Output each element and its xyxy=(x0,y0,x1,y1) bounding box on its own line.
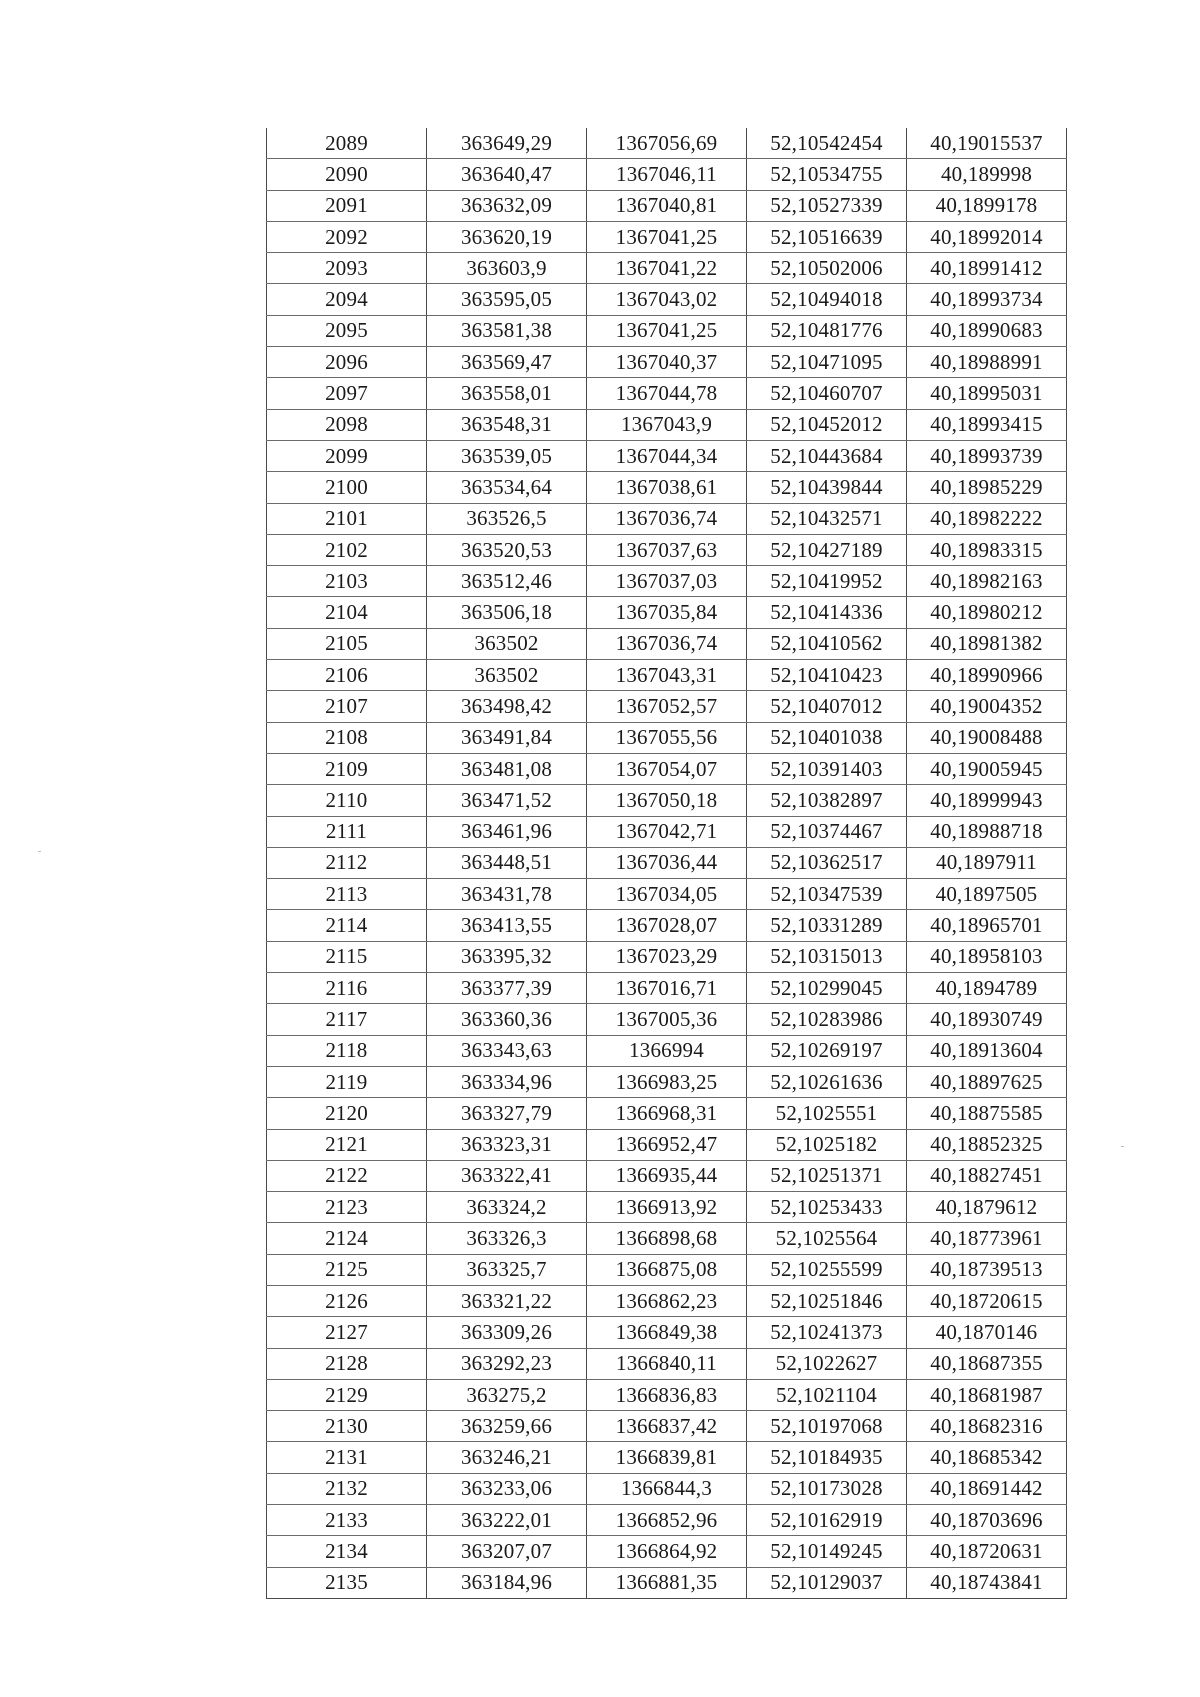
table-row xyxy=(267,534,1067,565)
table-row xyxy=(267,1004,1067,1035)
point-number-cell: 2129 xyxy=(267,1379,427,1410)
x-coordinate-cell: 363620,19 xyxy=(427,221,587,252)
x-coordinate-cell: 363569,47 xyxy=(427,347,587,378)
table-row xyxy=(267,128,1067,159)
table-row xyxy=(267,879,1067,910)
table-row xyxy=(267,1066,1067,1097)
table-row xyxy=(267,1411,1067,1442)
longitude-cell: 40,18720631 xyxy=(907,1536,1067,1567)
longitude-cell: 40,18982222 xyxy=(907,503,1067,534)
latitude-cell: 52,10452012 xyxy=(747,409,907,440)
y-coordinate-cell: 1367046,11 xyxy=(587,159,747,190)
point-number-cell: 2091 xyxy=(267,190,427,221)
latitude-cell: 52,10173028 xyxy=(747,1473,907,1504)
latitude-cell: 52,10255599 xyxy=(747,1254,907,1285)
y-coordinate-cell: 1367034,05 xyxy=(587,879,747,910)
y-coordinate-cell: 1367043,9 xyxy=(587,409,747,440)
point-number-cell: 2113 xyxy=(267,879,427,910)
y-coordinate-cell: 1367016,71 xyxy=(587,973,747,1004)
longitude-cell: 40,1879612 xyxy=(907,1192,1067,1223)
longitude-cell: 40,18965701 xyxy=(907,910,1067,941)
longitude-cell: 40,1870146 xyxy=(907,1317,1067,1348)
latitude-cell: 52,1025551 xyxy=(747,1098,907,1129)
x-coordinate-cell: 363334,96 xyxy=(427,1066,587,1097)
latitude-cell: 52,10407012 xyxy=(747,691,907,722)
x-coordinate-cell: 363461,96 xyxy=(427,816,587,847)
longitude-cell: 40,18999943 xyxy=(907,785,1067,816)
point-number-cell: 2108 xyxy=(267,722,427,753)
longitude-cell: 40,18827451 xyxy=(907,1160,1067,1191)
x-coordinate-cell: 363448,51 xyxy=(427,847,587,878)
table-row xyxy=(267,315,1067,346)
x-coordinate-cell: 363377,39 xyxy=(427,973,587,1004)
y-coordinate-cell: 1367036,44 xyxy=(587,847,747,878)
point-number-cell: 2117 xyxy=(267,1004,427,1035)
table-row xyxy=(267,847,1067,878)
point-number-cell: 2107 xyxy=(267,691,427,722)
x-coordinate-cell: 363558,01 xyxy=(427,378,587,409)
table-row xyxy=(267,409,1067,440)
y-coordinate-cell: 1367038,61 xyxy=(587,472,747,503)
latitude-cell: 52,10391403 xyxy=(747,753,907,784)
table-row xyxy=(267,1160,1067,1191)
y-coordinate-cell: 1366898,68 xyxy=(587,1223,747,1254)
x-coordinate-cell: 363498,42 xyxy=(427,691,587,722)
y-coordinate-cell: 1367055,56 xyxy=(587,722,747,753)
table-row xyxy=(267,660,1067,691)
latitude-cell: 52,10197068 xyxy=(747,1411,907,1442)
x-coordinate-cell: 363649,29 xyxy=(427,128,587,159)
point-number-cell: 2131 xyxy=(267,1442,427,1473)
longitude-cell: 40,1897911 xyxy=(907,847,1067,878)
longitude-cell: 40,19004352 xyxy=(907,691,1067,722)
table-row xyxy=(267,691,1067,722)
table-row xyxy=(267,221,1067,252)
longitude-cell: 40,18993415 xyxy=(907,409,1067,440)
point-number-cell: 2095 xyxy=(267,315,427,346)
y-coordinate-cell: 1366837,42 xyxy=(587,1411,747,1442)
longitude-cell: 40,19005945 xyxy=(907,753,1067,784)
y-coordinate-cell: 1367041,25 xyxy=(587,221,747,252)
point-number-cell: 2134 xyxy=(267,1536,427,1567)
table-row xyxy=(267,1567,1067,1598)
point-number-cell: 2110 xyxy=(267,785,427,816)
point-number-cell: 2089 xyxy=(267,128,427,159)
y-coordinate-cell: 1367036,74 xyxy=(587,503,747,534)
point-number-cell: 2120 xyxy=(267,1098,427,1129)
y-coordinate-cell: 1366994 xyxy=(587,1035,747,1066)
point-number-cell: 2090 xyxy=(267,159,427,190)
y-coordinate-cell: 1366839,81 xyxy=(587,1442,747,1473)
y-coordinate-cell: 1366881,35 xyxy=(587,1567,747,1598)
point-number-cell: 2127 xyxy=(267,1317,427,1348)
point-number-cell: 2114 xyxy=(267,910,427,941)
latitude-cell: 52,10241373 xyxy=(747,1317,907,1348)
y-coordinate-cell: 1366862,23 xyxy=(587,1285,747,1316)
y-coordinate-cell: 1367050,18 xyxy=(587,785,747,816)
table-row xyxy=(267,190,1067,221)
point-number-cell: 2092 xyxy=(267,221,427,252)
point-number-cell: 2116 xyxy=(267,973,427,1004)
table-row xyxy=(267,597,1067,628)
longitude-cell: 40,1899178 xyxy=(907,190,1067,221)
x-coordinate-cell: 363471,52 xyxy=(427,785,587,816)
y-coordinate-cell: 1367054,07 xyxy=(587,753,747,784)
longitude-cell: 40,18993734 xyxy=(907,284,1067,315)
x-coordinate-cell: 363595,05 xyxy=(427,284,587,315)
table-row xyxy=(267,1223,1067,1254)
point-number-cell: 2109 xyxy=(267,753,427,784)
longitude-cell: 40,18681987 xyxy=(907,1379,1067,1410)
x-coordinate-cell: 363259,66 xyxy=(427,1411,587,1442)
longitude-cell: 40,18897625 xyxy=(907,1066,1067,1097)
latitude-cell: 52,10382897 xyxy=(747,785,907,816)
point-number-cell: 2106 xyxy=(267,660,427,691)
latitude-cell: 52,10283986 xyxy=(747,1004,907,1035)
longitude-cell: 40,18958103 xyxy=(907,941,1067,972)
point-number-cell: 2122 xyxy=(267,1160,427,1191)
scan-speck xyxy=(38,851,41,852)
x-coordinate-cell: 363534,64 xyxy=(427,472,587,503)
longitude-cell: 40,18875585 xyxy=(907,1098,1067,1129)
longitude-cell: 40,18691442 xyxy=(907,1473,1067,1504)
table-row xyxy=(267,347,1067,378)
x-coordinate-cell: 363395,32 xyxy=(427,941,587,972)
table-row xyxy=(267,284,1067,315)
latitude-cell: 52,10251371 xyxy=(747,1160,907,1191)
table-row xyxy=(267,1285,1067,1316)
y-coordinate-cell: 1366852,96 xyxy=(587,1505,747,1536)
table-row xyxy=(267,1505,1067,1536)
table-row xyxy=(267,1035,1067,1066)
latitude-cell: 52,10471095 xyxy=(747,347,907,378)
longitude-cell: 40,18991412 xyxy=(907,253,1067,284)
x-coordinate-cell: 363502 xyxy=(427,628,587,659)
y-coordinate-cell: 1367043,02 xyxy=(587,284,747,315)
x-coordinate-cell: 363309,26 xyxy=(427,1317,587,1348)
latitude-cell: 52,10460707 xyxy=(747,378,907,409)
y-coordinate-cell: 1366983,25 xyxy=(587,1066,747,1097)
longitude-cell: 40,18739513 xyxy=(907,1254,1067,1285)
x-coordinate-cell: 363481,08 xyxy=(427,753,587,784)
latitude-cell: 52,10534755 xyxy=(747,159,907,190)
x-coordinate-cell: 363640,47 xyxy=(427,159,587,190)
latitude-cell: 52,10502006 xyxy=(747,253,907,284)
x-coordinate-cell: 363539,05 xyxy=(427,440,587,471)
x-coordinate-cell: 363491,84 xyxy=(427,722,587,753)
latitude-cell: 52,10401038 xyxy=(747,722,907,753)
y-coordinate-cell: 1367056,69 xyxy=(587,128,747,159)
longitude-cell: 40,18988718 xyxy=(907,816,1067,847)
table-row xyxy=(267,753,1067,784)
latitude-cell: 52,10184935 xyxy=(747,1442,907,1473)
x-coordinate-cell: 363324,2 xyxy=(427,1192,587,1223)
latitude-cell: 52,10347539 xyxy=(747,879,907,910)
y-coordinate-cell: 1367041,25 xyxy=(587,315,747,346)
x-coordinate-cell: 363275,2 xyxy=(427,1379,587,1410)
latitude-cell: 52,10432571 xyxy=(747,503,907,534)
longitude-cell: 40,18852325 xyxy=(907,1129,1067,1160)
point-number-cell: 2135 xyxy=(267,1567,427,1598)
table-row xyxy=(267,1348,1067,1379)
table-row xyxy=(267,722,1067,753)
point-number-cell: 2128 xyxy=(267,1348,427,1379)
table-row xyxy=(267,1192,1067,1223)
table-row xyxy=(267,440,1067,471)
y-coordinate-cell: 1367042,71 xyxy=(587,816,747,847)
latitude-cell: 52,10481776 xyxy=(747,315,907,346)
table-row xyxy=(267,253,1067,284)
longitude-cell: 40,18980212 xyxy=(907,597,1067,628)
latitude-cell: 52,10439844 xyxy=(747,472,907,503)
latitude-cell: 52,10427189 xyxy=(747,534,907,565)
coordinates-table-wrapper xyxy=(266,128,1066,1599)
x-coordinate-cell: 363323,31 xyxy=(427,1129,587,1160)
table-row xyxy=(267,503,1067,534)
table-row xyxy=(267,1129,1067,1160)
longitude-cell: 40,189998 xyxy=(907,159,1067,190)
y-coordinate-cell: 1367035,84 xyxy=(587,597,747,628)
longitude-cell: 40,18992014 xyxy=(907,221,1067,252)
latitude-cell: 52,10269197 xyxy=(747,1035,907,1066)
y-coordinate-cell: 1367052,57 xyxy=(587,691,747,722)
point-number-cell: 2123 xyxy=(267,1192,427,1223)
point-number-cell: 2103 xyxy=(267,566,427,597)
longitude-cell: 40,1894789 xyxy=(907,973,1067,1004)
table-row xyxy=(267,1536,1067,1567)
longitude-cell: 40,18687355 xyxy=(907,1348,1067,1379)
longitude-cell: 40,18990966 xyxy=(907,660,1067,691)
latitude-cell: 52,10362517 xyxy=(747,847,907,878)
table-row xyxy=(267,941,1067,972)
longitude-cell: 40,18982163 xyxy=(907,566,1067,597)
y-coordinate-cell: 1367044,34 xyxy=(587,440,747,471)
longitude-cell: 40,18988991 xyxy=(907,347,1067,378)
point-number-cell: 2133 xyxy=(267,1505,427,1536)
longitude-cell: 40,18930749 xyxy=(907,1004,1067,1035)
point-number-cell: 2111 xyxy=(267,816,427,847)
x-coordinate-cell: 363327,79 xyxy=(427,1098,587,1129)
y-coordinate-cell: 1367040,81 xyxy=(587,190,747,221)
latitude-cell: 52,10374467 xyxy=(747,816,907,847)
point-number-cell: 2105 xyxy=(267,628,427,659)
x-coordinate-cell: 363603,9 xyxy=(427,253,587,284)
longitude-cell: 40,18685342 xyxy=(907,1442,1067,1473)
latitude-cell: 52,10149245 xyxy=(747,1536,907,1567)
latitude-cell: 52,10410423 xyxy=(747,660,907,691)
table-row xyxy=(267,628,1067,659)
longitude-cell: 40,18993739 xyxy=(907,440,1067,471)
point-number-cell: 2100 xyxy=(267,472,427,503)
x-coordinate-cell: 363207,07 xyxy=(427,1536,587,1567)
point-number-cell: 2115 xyxy=(267,941,427,972)
x-coordinate-cell: 363184,96 xyxy=(427,1567,587,1598)
y-coordinate-cell: 1366935,44 xyxy=(587,1160,747,1191)
latitude-cell: 52,10315013 xyxy=(747,941,907,972)
point-number-cell: 2121 xyxy=(267,1129,427,1160)
latitude-cell: 52,1025564 xyxy=(747,1223,907,1254)
y-coordinate-cell: 1366864,92 xyxy=(587,1536,747,1567)
x-coordinate-cell: 363520,53 xyxy=(427,534,587,565)
latitude-cell: 52,10162919 xyxy=(747,1505,907,1536)
y-coordinate-cell: 1367023,29 xyxy=(587,941,747,972)
x-coordinate-cell: 363326,3 xyxy=(427,1223,587,1254)
x-coordinate-cell: 363632,09 xyxy=(427,190,587,221)
point-number-cell: 2125 xyxy=(267,1254,427,1285)
latitude-cell: 52,10261636 xyxy=(747,1066,907,1097)
x-coordinate-cell: 363321,22 xyxy=(427,1285,587,1316)
x-coordinate-cell: 363325,7 xyxy=(427,1254,587,1285)
y-coordinate-cell: 1367028,07 xyxy=(587,910,747,941)
point-number-cell: 2094 xyxy=(267,284,427,315)
point-number-cell: 2124 xyxy=(267,1223,427,1254)
point-number-cell: 2126 xyxy=(267,1285,427,1316)
longitude-cell: 40,18743841 xyxy=(907,1567,1067,1598)
latitude-cell: 52,10253433 xyxy=(747,1192,907,1223)
table-row xyxy=(267,378,1067,409)
x-coordinate-cell: 363292,23 xyxy=(427,1348,587,1379)
coordinates-table-body xyxy=(267,128,1067,1598)
point-number-cell: 2097 xyxy=(267,378,427,409)
longitude-cell: 40,18995031 xyxy=(907,378,1067,409)
longitude-cell: 40,18682316 xyxy=(907,1411,1067,1442)
latitude-cell: 52,10494018 xyxy=(747,284,907,315)
point-number-cell: 2119 xyxy=(267,1066,427,1097)
latitude-cell: 52,1025182 xyxy=(747,1129,907,1160)
longitude-cell: 40,19015537 xyxy=(907,128,1067,159)
table-row xyxy=(267,785,1067,816)
table-row xyxy=(267,1379,1067,1410)
y-coordinate-cell: 1367036,74 xyxy=(587,628,747,659)
y-coordinate-cell: 1366840,11 xyxy=(587,1348,747,1379)
longitude-cell: 40,18981382 xyxy=(907,628,1067,659)
x-coordinate-cell: 363360,36 xyxy=(427,1004,587,1035)
longitude-cell: 40,18913604 xyxy=(907,1035,1067,1066)
point-number-cell: 2118 xyxy=(267,1035,427,1066)
y-coordinate-cell: 1367037,03 xyxy=(587,566,747,597)
longitude-cell: 40,18773961 xyxy=(907,1223,1067,1254)
x-coordinate-cell: 363413,55 xyxy=(427,910,587,941)
y-coordinate-cell: 1366968,31 xyxy=(587,1098,747,1129)
point-number-cell: 2102 xyxy=(267,534,427,565)
y-coordinate-cell: 1367040,37 xyxy=(587,347,747,378)
point-number-cell: 2099 xyxy=(267,440,427,471)
point-number-cell: 2132 xyxy=(267,1473,427,1504)
y-coordinate-cell: 1366913,92 xyxy=(587,1192,747,1223)
x-coordinate-cell: 363581,38 xyxy=(427,315,587,346)
x-coordinate-cell: 363512,46 xyxy=(427,566,587,597)
latitude-cell: 52,10414336 xyxy=(747,597,907,628)
latitude-cell: 52,10331289 xyxy=(747,910,907,941)
longitude-cell: 40,1897505 xyxy=(907,879,1067,910)
longitude-cell: 40,18985229 xyxy=(907,472,1067,503)
point-number-cell: 2130 xyxy=(267,1411,427,1442)
table-row xyxy=(267,1098,1067,1129)
y-coordinate-cell: 1367043,31 xyxy=(587,660,747,691)
latitude-cell: 52,10419952 xyxy=(747,566,907,597)
y-coordinate-cell: 1366875,08 xyxy=(587,1254,747,1285)
latitude-cell: 52,10443684 xyxy=(747,440,907,471)
y-coordinate-cell: 1367041,22 xyxy=(587,253,747,284)
longitude-cell: 40,18720615 xyxy=(907,1285,1067,1316)
point-number-cell: 2112 xyxy=(267,847,427,878)
latitude-cell: 52,1021104 xyxy=(747,1379,907,1410)
x-coordinate-cell: 363322,41 xyxy=(427,1160,587,1191)
latitude-cell: 52,10251846 xyxy=(747,1285,907,1316)
point-number-cell: 2104 xyxy=(267,597,427,628)
table-row xyxy=(267,1317,1067,1348)
table-row xyxy=(267,816,1067,847)
longitude-cell: 40,19008488 xyxy=(907,722,1067,753)
x-coordinate-cell: 363506,18 xyxy=(427,597,587,628)
y-coordinate-cell: 1367037,63 xyxy=(587,534,747,565)
x-coordinate-cell: 363222,01 xyxy=(427,1505,587,1536)
latitude-cell: 52,10410562 xyxy=(747,628,907,659)
point-number-cell: 2093 xyxy=(267,253,427,284)
scan-speck xyxy=(1121,1146,1124,1147)
y-coordinate-cell: 1366844,3 xyxy=(587,1473,747,1504)
coordinates-table xyxy=(266,128,1067,1599)
x-coordinate-cell: 363526,5 xyxy=(427,503,587,534)
table-row xyxy=(267,1473,1067,1504)
x-coordinate-cell: 363548,31 xyxy=(427,409,587,440)
point-number-cell: 2098 xyxy=(267,409,427,440)
table-row xyxy=(267,1254,1067,1285)
table-row xyxy=(267,910,1067,941)
table-row xyxy=(267,973,1067,1004)
latitude-cell: 52,10129037 xyxy=(747,1567,907,1598)
table-row xyxy=(267,566,1067,597)
latitude-cell: 52,10527339 xyxy=(747,190,907,221)
table-row xyxy=(267,472,1067,503)
y-coordinate-cell: 1366849,38 xyxy=(587,1317,747,1348)
y-coordinate-cell: 1366952,47 xyxy=(587,1129,747,1160)
latitude-cell: 52,1022627 xyxy=(747,1348,907,1379)
x-coordinate-cell: 363246,21 xyxy=(427,1442,587,1473)
x-coordinate-cell: 363343,63 xyxy=(427,1035,587,1066)
latitude-cell: 52,10542454 xyxy=(747,128,907,159)
point-number-cell: 2101 xyxy=(267,503,427,534)
table-row xyxy=(267,159,1067,190)
table-row xyxy=(267,1442,1067,1473)
x-coordinate-cell: 363431,78 xyxy=(427,879,587,910)
y-coordinate-cell: 1366836,83 xyxy=(587,1379,747,1410)
point-number-cell: 2096 xyxy=(267,347,427,378)
latitude-cell: 52,10299045 xyxy=(747,973,907,1004)
longitude-cell: 40,18983315 xyxy=(907,534,1067,565)
y-coordinate-cell: 1367005,36 xyxy=(587,1004,747,1035)
latitude-cell: 52,10516639 xyxy=(747,221,907,252)
longitude-cell: 40,18703696 xyxy=(907,1505,1067,1536)
longitude-cell: 40,18990683 xyxy=(907,315,1067,346)
x-coordinate-cell: 363502 xyxy=(427,660,587,691)
x-coordinate-cell: 363233,06 xyxy=(427,1473,587,1504)
y-coordinate-cell: 1367044,78 xyxy=(587,378,747,409)
